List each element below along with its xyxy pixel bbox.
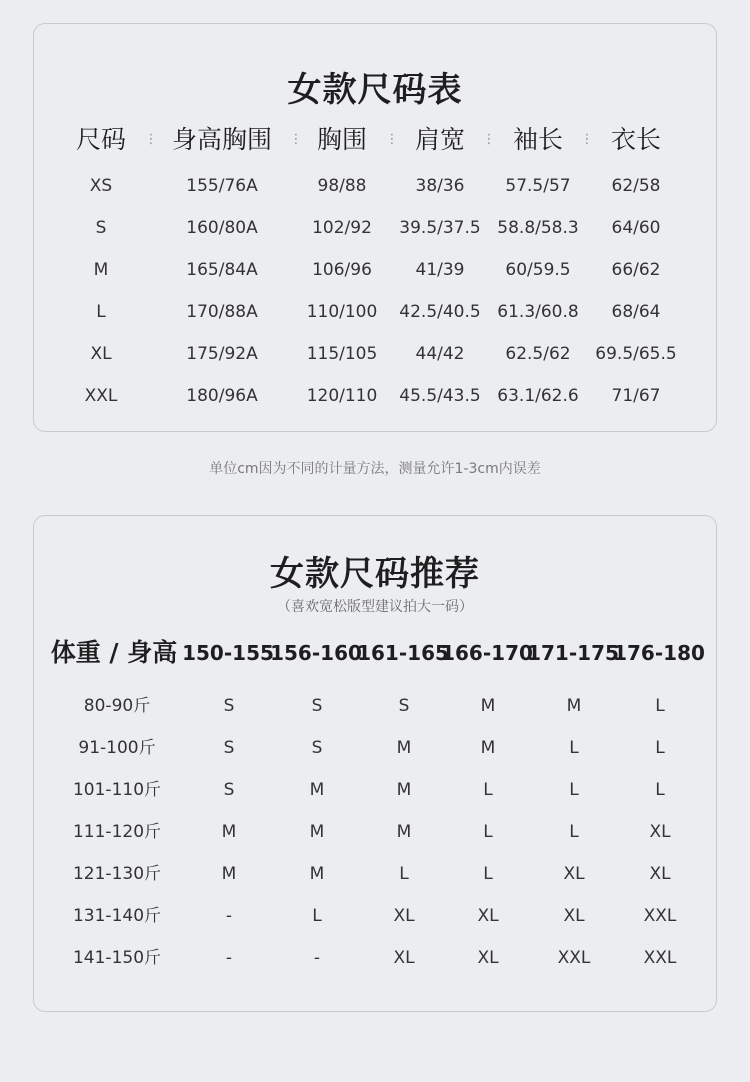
column-separator: ⋮: [482, 132, 496, 147]
table-cell: L: [483, 864, 493, 884]
table-cell: XL: [393, 906, 415, 926]
table-cell: 121-130斤: [72, 864, 162, 884]
table-cell: XL: [90, 344, 112, 364]
size-chart-title: 女款尺码表: [287, 70, 463, 110]
table-row: [34, 727, 716, 769]
table-row: [34, 207, 716, 249]
table-cell: XXL: [557, 948, 591, 968]
column-separator: ⋮: [144, 132, 158, 147]
size-recommend-header-cell: 150-155: [182, 641, 274, 665]
table-cell: XL: [477, 948, 499, 968]
table-cell: 62.5/62: [505, 344, 571, 364]
table-row: [34, 685, 716, 727]
table-cell: XXL: [643, 906, 677, 926]
table-cell: 58.8/58.3: [497, 218, 579, 238]
table-cell: 63.1/62.6: [497, 386, 579, 406]
table-cell: XL: [563, 864, 585, 884]
table-cell: 41/39: [415, 260, 465, 280]
table-row: [34, 811, 716, 853]
table-cell: XL: [649, 822, 671, 842]
table-cell: M: [309, 780, 325, 800]
size-chart-header-row: [34, 119, 716, 161]
table-cell: 38/36: [415, 176, 465, 196]
table-cell: 80-90斤: [83, 696, 151, 716]
table-cell: M: [309, 822, 325, 842]
table-cell: S: [223, 780, 235, 800]
table-cell: XXL: [84, 386, 118, 406]
table-cell: M: [396, 822, 412, 842]
table-cell: S: [223, 738, 235, 758]
table-cell: S: [311, 696, 323, 716]
table-cell: 160/80A: [186, 218, 258, 238]
table-row: [34, 937, 716, 979]
table-cell: L: [655, 780, 665, 800]
table-cell: 69.5/65.5: [595, 344, 677, 364]
size-recommend-header-cell: 156-160: [270, 641, 362, 665]
size-recommend-subtitle: （喜欢宽松版型建议拍大一码）: [277, 599, 473, 615]
size-chart-header-cell: 肩宽: [414, 125, 466, 154]
table-cell: M: [396, 738, 412, 758]
table-cell: 62/58: [611, 176, 661, 196]
table-cell: M: [93, 260, 109, 280]
table-cell: S: [311, 738, 323, 758]
table-cell: S: [398, 696, 410, 716]
table-cell: 66/62: [611, 260, 661, 280]
table-row: [34, 895, 716, 937]
size-chart-header-cell: 袖长: [512, 125, 564, 154]
table-cell: -: [225, 906, 233, 926]
table-cell: 155/76A: [186, 176, 258, 196]
table-cell: L: [483, 780, 493, 800]
table-cell: M: [566, 696, 582, 716]
table-row: [34, 769, 716, 811]
table-row: [34, 333, 716, 375]
size-chart-header-cell: 胸围: [316, 125, 368, 154]
table-cell: 102/92: [312, 218, 372, 238]
size-chart-header-cell: 衣长: [610, 125, 662, 154]
table-cell: M: [480, 738, 496, 758]
table-cell: 42.5/40.5: [399, 302, 481, 322]
size-recommend-card: [33, 515, 717, 1012]
table-row: [34, 375, 716, 417]
size-recommend-title: 女款尺码推荐: [270, 554, 480, 594]
size-recommend-header-cell: 161-165: [357, 641, 449, 665]
table-cell: L: [312, 906, 322, 926]
table-row: [34, 249, 716, 291]
size-recommend-header-cell: 176-180: [613, 641, 705, 665]
table-cell: 60/59.5: [505, 260, 571, 280]
table-cell: 61.3/60.8: [497, 302, 579, 322]
table-cell: L: [569, 780, 579, 800]
table-cell: XL: [477, 906, 499, 926]
table-cell: L: [569, 822, 579, 842]
table-cell: L: [399, 864, 409, 884]
table-cell: S: [223, 696, 235, 716]
table-cell: 170/88A: [186, 302, 258, 322]
table-cell: 101-110斤: [72, 780, 162, 800]
table-cell: 98/88: [317, 176, 367, 196]
table-cell: M: [396, 780, 412, 800]
table-cell: 91-100斤: [78, 738, 156, 758]
size-chart-card: [33, 23, 717, 432]
table-cell: M: [480, 696, 496, 716]
table-cell: 64/60: [611, 218, 661, 238]
table-cell: 68/64: [611, 302, 661, 322]
table-cell: L: [483, 822, 493, 842]
table-cell: 115/105: [306, 344, 378, 364]
column-separator: ⋮: [385, 132, 399, 147]
table-cell: 180/96A: [186, 386, 258, 406]
table-cell: 165/84A: [186, 260, 258, 280]
table-cell: -: [313, 948, 321, 968]
table-cell: XL: [563, 906, 585, 926]
size-chart-header-cell: 尺码: [75, 125, 127, 154]
table-cell: 175/92A: [186, 344, 258, 364]
table-cell: M: [221, 822, 237, 842]
table-cell: 120/110: [306, 386, 378, 406]
table-cell: 57.5/57: [505, 176, 571, 196]
table-cell: XS: [89, 176, 113, 196]
size-chart-header-cell: 身高胸围: [171, 125, 273, 154]
table-cell: 44/42: [415, 344, 465, 364]
table-cell: 39.5/37.5: [399, 218, 481, 238]
measurement-note: 单位cm因为不同的计量方法，测量允许1-3cm内误差: [209, 461, 541, 477]
table-cell: 45.5/43.5: [399, 386, 481, 406]
table-cell: M: [309, 864, 325, 884]
table-row: [34, 291, 716, 333]
table-cell: -: [225, 948, 233, 968]
table-cell: 71/67: [611, 386, 661, 406]
table-cell: 111-120斤: [72, 822, 162, 842]
table-cell: L: [655, 738, 665, 758]
table-row: [34, 165, 716, 207]
table-cell: L: [655, 696, 665, 716]
table-cell: 106/96: [312, 260, 372, 280]
table-cell: L: [569, 738, 579, 758]
size-recommend-header-row: [34, 632, 716, 674]
table-row: [34, 853, 716, 895]
table-cell: 141-150斤: [72, 948, 162, 968]
table-cell: L: [96, 302, 106, 322]
table-cell: S: [95, 218, 107, 238]
table-cell: M: [221, 864, 237, 884]
column-separator: ⋮: [289, 132, 303, 147]
table-cell: 110/100: [306, 302, 378, 322]
table-cell: XXL: [643, 948, 677, 968]
size-recommend-header-cell: 171-175: [527, 641, 619, 665]
table-cell: 131-140斤: [72, 906, 162, 926]
size-recommend-header-cell: 166-170: [441, 641, 533, 665]
table-cell: XL: [649, 864, 671, 884]
table-cell: XL: [393, 948, 415, 968]
size-recommend-header-cell: 体重 / 身高: [50, 638, 178, 667]
column-separator: ⋮: [580, 132, 594, 147]
